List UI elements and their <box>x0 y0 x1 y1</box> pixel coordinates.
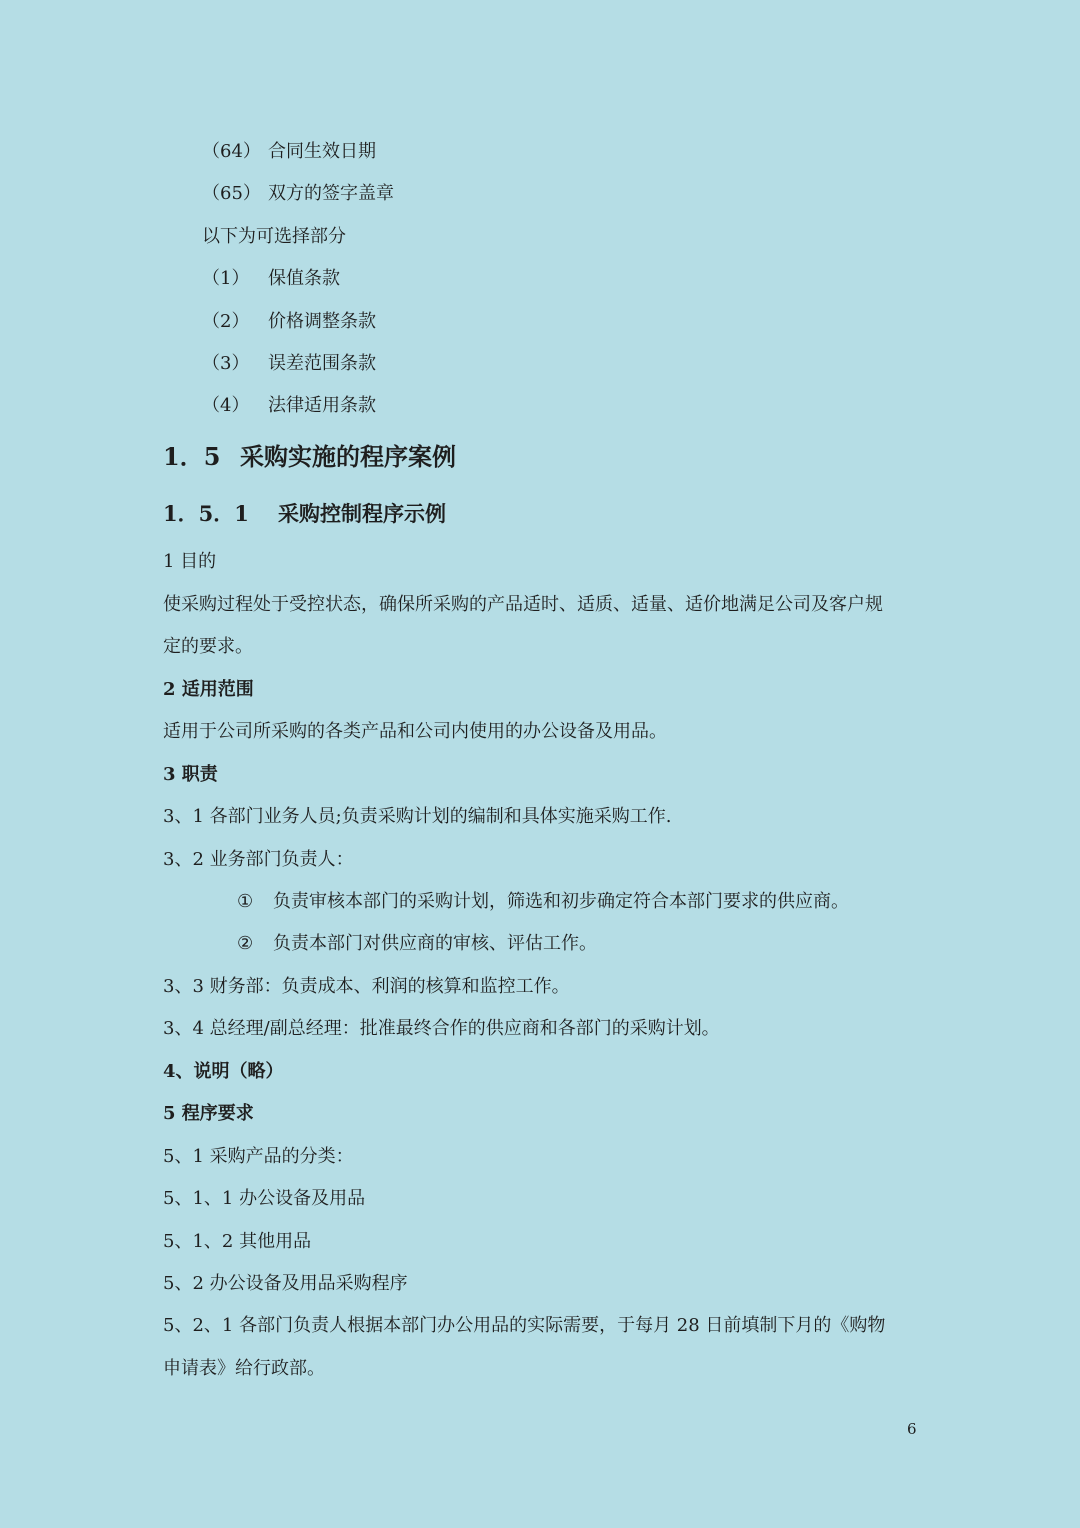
paragraph-line: 申请表》给行政部。 <box>163 1358 325 1379</box>
list-text: 合同生效日期 <box>268 141 376 162</box>
circled-number: ① <box>237 891 254 912</box>
paragraph-line: 定的要求。 <box>163 636 253 657</box>
section-number: 1．5．1 <box>163 501 249 526</box>
paragraph-line: 3、2 业务部门负责人： <box>163 849 354 870</box>
paragraph-line: 使采购过程处于受控状态，确保所采购的产品适时、适质、适量、适价地满足公司及客户规 <box>163 594 883 615</box>
heading-duty: 3 职责 <box>163 764 218 785</box>
paragraph-line: 5、2、1 各部门负责人根据本部门办公用品的实际需要，于每月 28 日前填制下月的《购物 <box>163 1315 886 1336</box>
list-text: 负责审核本部门的采购计划，筛选和初步确定符合本部门要求的供应商。 <box>273 891 849 912</box>
section-number: 1．5 <box>163 442 221 471</box>
section-heading-1-5-1 <box>163 500 446 528</box>
optional-item-2 <box>202 310 376 334</box>
heading-scope: 2 适用范围 <box>163 679 254 700</box>
list-item-64 <box>202 140 376 164</box>
paragraph-line: 3、3 财务部：负责成本、利润的核算和监控工作。 <box>163 976 570 997</box>
heading-procedure: 5 程序要求 <box>163 1103 254 1124</box>
heading-note: 4、说明（略） <box>163 1061 284 1082</box>
list-number: （64） <box>202 141 261 162</box>
list-text: 双方的签字盖章 <box>268 183 394 204</box>
optional-item-3 <box>202 352 376 376</box>
list-text: 负责本部门对供应商的审核、评估工作。 <box>273 933 597 954</box>
list-text: 价格调整条款 <box>268 311 376 332</box>
paragraph-line: 3、4 总经理/副总经理：批准最终合作的供应商和各部门的采购计划。 <box>163 1018 720 1039</box>
paragraph-line: 5、2 办公设备及用品采购程序 <box>163 1273 408 1294</box>
list-text: 法律适用条款 <box>268 395 376 416</box>
paragraph-line: 5、1、2 其他用品 <box>163 1231 312 1252</box>
circled-number: ② <box>237 933 254 954</box>
list-item-65 <box>202 182 394 206</box>
page-number: 6 <box>907 1420 917 1438</box>
paragraph-line: 3、1 各部门业务人员;负责采购计划的编制和具体实施采购工作. <box>163 806 672 827</box>
list-text: 保值条款 <box>268 268 340 289</box>
optional-item-4 <box>202 394 376 418</box>
optional-intro: 以下为可选择部分 <box>202 226 346 247</box>
list-number: （1） <box>202 268 250 289</box>
heading-purpose: 1 目的 <box>163 551 217 572</box>
circled-item-1 <box>237 890 849 914</box>
paragraph-line: 适用于公司所采购的各类产品和公司内使用的办公设备及用品。 <box>163 721 667 742</box>
optional-item-1 <box>202 267 340 291</box>
circled-item-2 <box>237 932 597 956</box>
paragraph-line: 5、1、1 办公设备及用品 <box>163 1188 366 1209</box>
section-title: 采购实施的程序案例 <box>240 442 456 471</box>
paragraph-line: 5、1 采购产品的分类： <box>163 1146 354 1167</box>
list-text: 误差范围条款 <box>268 353 376 374</box>
list-number: （3） <box>202 353 250 374</box>
section-heading-1-5 <box>163 442 456 472</box>
list-number: （4） <box>202 395 250 416</box>
list-number: （65） <box>202 183 261 204</box>
section-title: 采购控制程序示例 <box>278 501 446 526</box>
list-number: （2） <box>202 311 250 332</box>
